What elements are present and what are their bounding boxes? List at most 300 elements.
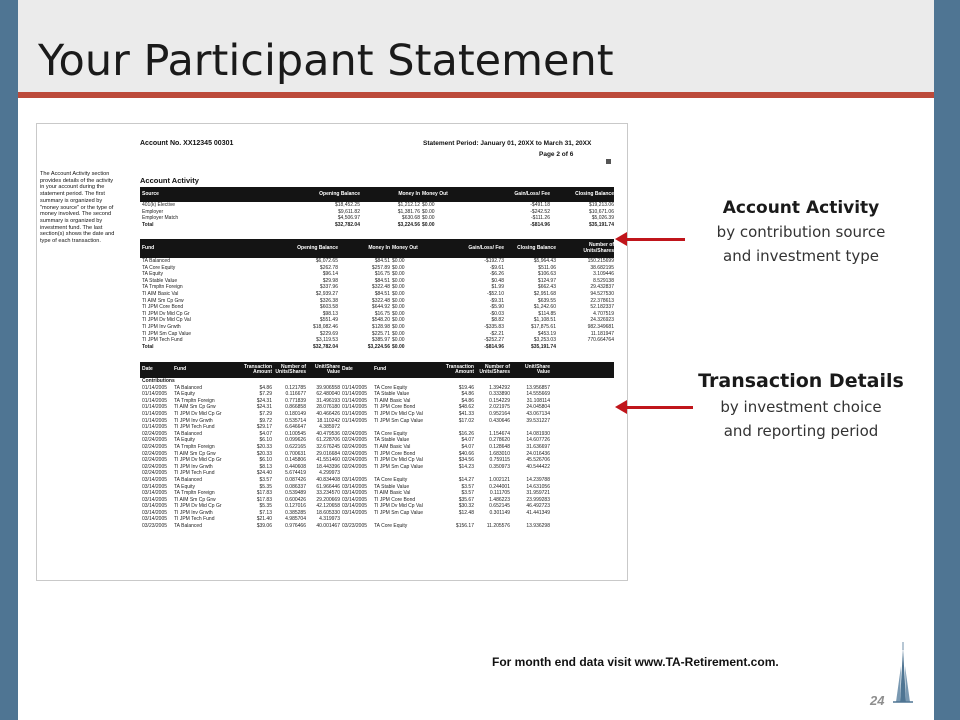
table-cell: $5.35	[259, 503, 272, 510]
table-cell: TA Equity	[174, 437, 196, 444]
column-header: Money Out	[392, 244, 418, 251]
table-cell: TI JPM Dv Mid Cp Gr	[174, 503, 222, 510]
source-table-header	[140, 187, 614, 202]
table-row	[140, 457, 614, 464]
table-cell: $0.00	[392, 277, 405, 284]
table-cell: 39.906558	[316, 384, 340, 391]
table-cell: 0.535714	[285, 417, 306, 424]
table-cell: 03/14/2005	[142, 483, 168, 490]
table-cell: TI JPM Tech Fund	[174, 470, 215, 477]
table-cell: $0.00	[392, 317, 405, 324]
table-cell: 1.486223	[489, 496, 510, 503]
table-cell: $4.07	[461, 437, 474, 444]
callout-transaction-details	[683, 367, 919, 443]
table-cell: -$814.96	[530, 221, 550, 228]
table-row	[140, 271, 614, 278]
table-row	[140, 265, 614, 272]
table-cell: 0.952164	[489, 410, 510, 417]
table-cell: 0.350973	[489, 463, 510, 470]
table-cell: 0.145806	[285, 457, 306, 464]
table-row	[140, 304, 614, 311]
table-cell	[556, 344, 614, 351]
column-header: Source	[142, 190, 159, 197]
table-cell: -$814.96	[484, 343, 504, 350]
table-row	[140, 331, 614, 338]
table-cell: 0.086337	[285, 483, 306, 490]
table-cell: 03/23/2005	[142, 523, 168, 530]
table-cell: $17,875.61	[530, 323, 556, 330]
table-cell: 770.664764	[587, 337, 614, 344]
table-cell: TI JPM Core Bond	[374, 496, 416, 503]
table-cell: 24.016436	[526, 450, 550, 457]
table-cell: 0.976466	[285, 523, 306, 530]
table-cell: $35.67	[458, 496, 474, 503]
table-cell: Total	[142, 343, 154, 350]
table-cell	[474, 516, 510, 523]
table-cell: 02/24/2005	[142, 430, 168, 437]
table-cell: $0.00	[392, 323, 405, 330]
table-cell: $603.58	[319, 304, 338, 311]
arrow-line	[625, 406, 693, 409]
table-cell: 42.120658	[316, 503, 340, 510]
statement-page: Page 2 of 6	[539, 151, 574, 158]
table-cell: 01/14/2005	[142, 397, 168, 404]
table-cell: $17.83	[256, 490, 272, 497]
table-cell	[340, 516, 372, 523]
table-cell: $229.69	[319, 330, 338, 337]
table-cell: 0.440608	[285, 463, 306, 470]
table-cell: $0.00	[392, 284, 405, 291]
table-row	[140, 215, 614, 222]
table-cell: 0.116677	[285, 391, 306, 398]
table-cell: $124.97	[537, 277, 556, 284]
table-row	[140, 222, 614, 229]
callout-line: by contribution source	[716, 223, 886, 241]
table-row	[140, 324, 614, 331]
table-cell: TA Tmpltn Foreign	[174, 397, 215, 404]
table-cell: $41.33	[458, 410, 474, 417]
table-row	[140, 418, 614, 425]
table-cell: TI JPM Inv Grwth	[174, 509, 213, 516]
table-subheading: Contributions	[142, 378, 175, 384]
table-cell: $0.00	[392, 258, 405, 264]
table-row	[140, 391, 614, 398]
table-cell: Employer	[142, 208, 164, 215]
table-cell: $4.07	[461, 443, 474, 450]
table-cell: 0.700631	[285, 450, 306, 457]
table-cell: $35,191.74	[588, 221, 614, 228]
table-cell: TI JPM Core Bond	[142, 304, 184, 311]
table-cell: $225.71	[371, 330, 390, 337]
table-cell: $32,782.04	[312, 343, 338, 350]
table-row	[140, 337, 614, 344]
intro-text: The Account Activity section provides details of the activity in your account during the statement period. The first summary is organized by "money source" or the type of money involved. The second summary is organized by investment fund. The last section(s) shows the date and type of each transaction.	[40, 171, 115, 245]
table-cell: 01/14/2005	[342, 384, 368, 391]
table-row	[140, 503, 614, 510]
column-header: Number of Units/Shares	[275, 363, 306, 375]
table-cell: $4.07	[259, 430, 272, 437]
table-row	[140, 317, 614, 324]
table-cell: TA Equity	[142, 271, 164, 278]
table-cell: TI JPM Sm Cap Value	[374, 463, 424, 470]
fund-table-body	[140, 258, 614, 350]
table-cell: 0.100545	[285, 430, 306, 437]
table-cell: 02/24/2005	[142, 443, 168, 450]
table-cell: 46.492723	[526, 503, 550, 510]
table-cell: 2.021975	[489, 404, 510, 411]
table-cell: 02/24/2005	[342, 443, 368, 450]
table-cell: 13.956857	[526, 384, 550, 391]
table-cell: $24.31	[256, 397, 272, 404]
table-cell: TI JPM Dv Mid Cp Val	[374, 503, 423, 510]
table-cell: $24.31	[256, 404, 272, 411]
table-cell: 0.121785	[285, 384, 306, 391]
table-cell: 23.999283	[526, 496, 550, 503]
table-cell: 8.529138	[593, 277, 614, 284]
table-cell: TI JPM Dv Mid Cp Gr	[174, 410, 222, 417]
table-cell: 32.676245	[316, 443, 340, 450]
table-cell: 02/24/2005	[342, 463, 368, 470]
table-cell: 03/14/2005	[342, 503, 368, 510]
table-cell: 11.181947	[590, 330, 614, 337]
table-cell: 0.430646	[489, 417, 510, 424]
table-cell: -$5.90	[489, 304, 504, 311]
table-cell: $3,224.56	[397, 221, 420, 228]
column-header: Number of Units/Shares	[583, 242, 614, 254]
table-cell: -$335.83	[484, 323, 504, 330]
table-cell: $7.29	[259, 391, 272, 398]
table-cell: TA Tmpltn Foreign	[174, 443, 215, 450]
table-cell: 40.466426	[316, 410, 340, 417]
table-cell: 6.646647	[285, 424, 306, 431]
table-row	[140, 470, 614, 477]
table-cell: $32,782.04	[334, 221, 360, 228]
table-cell: 02/24/2005	[342, 457, 368, 464]
page-number: 24	[870, 693, 885, 708]
table-cell: TI AIM Basic Val	[374, 443, 411, 450]
table-cell: $551.49	[319, 317, 338, 324]
column-header: Money In	[368, 244, 390, 251]
table-cell	[372, 470, 442, 477]
table-cell: -$6.26	[489, 271, 504, 278]
table-cell: $34.56	[458, 457, 474, 464]
table-cell: TI JPM Dv Mid Cp Val	[374, 457, 423, 464]
table-cell: $0.00	[422, 208, 435, 215]
fund-table-header	[140, 239, 614, 258]
table-cell: $548.20	[371, 317, 390, 324]
table-cell: $30.32	[458, 503, 474, 510]
table-cell: $2,939.27	[315, 290, 338, 297]
table-cell: 18.605330	[316, 509, 340, 516]
table-cell: TA Balanced	[174, 430, 202, 437]
table-cell: $96.14	[322, 271, 338, 278]
table-cell: 4.299973	[319, 470, 340, 477]
table-cell: TI JPM Inv Grwth	[142, 323, 181, 330]
table-cell: 24.326923	[590, 317, 614, 324]
table-cell: $14.27	[458, 476, 474, 483]
table-cell: $9,611.82	[338, 208, 360, 215]
table-cell: $6.10	[259, 457, 272, 464]
table-cell: $0.00	[392, 297, 405, 304]
table-row	[140, 404, 614, 411]
table-cell: -$491.18	[530, 202, 550, 208]
table-cell: $0.00	[392, 264, 405, 271]
table-cell: TI JPM Tech Fund	[142, 337, 183, 344]
table-cell: $7.29	[259, 410, 272, 417]
callout-line: by investment choice	[720, 398, 882, 416]
table-cell: $0.00	[392, 343, 405, 350]
table-cell: $453.19	[537, 330, 556, 337]
table-cell: 45.526706	[526, 457, 550, 464]
table-cell: 03/14/2005	[342, 490, 368, 497]
table-cell: 43.067134	[526, 410, 550, 417]
table-cell: 31.108114	[526, 397, 550, 404]
column-header: Transaction Amount	[244, 363, 273, 375]
table-cell: 18.110242	[316, 417, 340, 424]
table-cell: $114.85	[538, 310, 556, 317]
table-cell: 150.215699	[587, 258, 614, 264]
account-number: Account No. XX12345 00301	[140, 140, 234, 147]
table-cell: $48.62	[458, 404, 474, 411]
table-cell: 0.244001	[489, 483, 510, 490]
table-cell: $128.98	[371, 323, 390, 330]
table-cell: 4.985704	[285, 516, 306, 523]
table-cell: 39.531227	[526, 417, 550, 424]
table-cell: 29.432837	[590, 284, 614, 291]
table-cell: TA Core Equity	[374, 523, 408, 530]
table-cell: $3.57	[461, 490, 474, 497]
table-row	[140, 258, 614, 265]
table-cell: 1.002121	[489, 476, 510, 483]
column-header: Closing Balance	[575, 190, 614, 197]
table-cell: $17.83	[256, 496, 272, 503]
table-cell: 0.539489	[285, 490, 306, 497]
table-cell: TA Balanced	[174, 523, 202, 530]
table-cell: $1,242.60	[533, 304, 556, 311]
table-cell: $3,119.53	[316, 337, 338, 344]
table-cell: TI AIM Basic Val	[374, 397, 411, 404]
table-cell: 0.180149	[285, 410, 306, 417]
table-cell: 0.087426	[285, 476, 306, 483]
section-title: Account Activity	[140, 176, 199, 185]
table-cell: 4.707519	[593, 310, 614, 317]
table-cell: TI JPM Core Bond	[374, 450, 416, 457]
table-cell: 18.443396	[316, 463, 340, 470]
table-cell: TI JPM Dv Mid Cp Gr	[142, 310, 190, 317]
table-cell: 01/14/2005	[342, 404, 368, 411]
table-cell: 0.333890	[489, 391, 510, 398]
table-cell: 61.228706	[316, 437, 340, 444]
table-cell: 03/14/2005	[342, 483, 368, 490]
table-cell: TI JPM Dv Mid Cp Val	[374, 410, 423, 417]
table-cell: $19,213.06	[588, 202, 614, 208]
table-cell: $3,253.03	[533, 337, 556, 344]
table-cell: $6.10	[259, 437, 272, 444]
table-cell: $0.00	[392, 310, 405, 317]
table-row	[140, 291, 614, 298]
transaction-table	[140, 362, 614, 530]
table-cell: TA Core Equity	[374, 476, 408, 483]
table-row	[140, 444, 614, 451]
table-cell: 28.076180	[316, 404, 340, 411]
table-cell: 94.527530	[590, 290, 614, 297]
table-row	[140, 424, 614, 431]
table-cell: $29.17	[256, 424, 272, 431]
column-header: Money In	[398, 190, 420, 197]
table-cell: TA Balanced	[174, 384, 202, 391]
table-cell: -$2.21	[489, 330, 504, 337]
table-cell: $0.00	[392, 330, 405, 337]
table-row	[140, 497, 614, 504]
source-table-body	[140, 202, 614, 228]
table-cell: 01/14/2005	[142, 384, 168, 391]
table-cell: 0.652145	[489, 503, 510, 510]
table-cell: 4.319973	[319, 516, 340, 523]
fund-table	[140, 239, 614, 350]
table-row	[140, 516, 614, 523]
table-cell: $5,964.43	[533, 258, 556, 264]
table-cell	[474, 470, 510, 477]
table-cell: -$0.03	[489, 310, 504, 317]
table-cell: $18,452.25	[334, 202, 360, 208]
table-cell	[474, 424, 510, 431]
table-row	[140, 451, 614, 458]
table-cell: $2,951.68	[533, 290, 556, 297]
table-cell: 02/24/2005	[142, 457, 168, 464]
table-cell	[372, 516, 442, 523]
table-cell: TA Stable Value	[374, 391, 410, 398]
table-cell: 03/14/2005	[342, 509, 368, 516]
table-cell: 0.759115	[489, 457, 510, 464]
table-cell: $1,212.12	[397, 202, 420, 208]
table-row	[140, 398, 614, 405]
table-row	[140, 477, 614, 484]
callout-line: and reporting period	[723, 422, 879, 440]
table-cell: 03/14/2005	[142, 509, 168, 516]
table-row	[140, 431, 614, 438]
slide	[18, 0, 934, 720]
table-cell: 3.109446	[593, 271, 614, 278]
table-cell: 03/14/2005	[142, 496, 168, 503]
column-header: Unit/Share Value	[524, 363, 550, 375]
slide-title: Your Participant Statement	[38, 36, 614, 86]
table-cell: 01/14/2005	[142, 404, 168, 411]
table-cell: 24.045804	[526, 404, 550, 411]
table-cell: 0.301149	[489, 509, 510, 516]
table-cell: $8.13	[259, 463, 272, 470]
table-cell: $16.75	[374, 310, 390, 317]
table-cell: TA Tmpltn Foreign	[142, 284, 183, 291]
table-cell: 0.128648	[489, 443, 510, 450]
table-cell: $12.48	[458, 509, 474, 516]
column-header: Opening Balance	[319, 190, 360, 197]
table-cell: 02/24/2005	[142, 450, 168, 457]
table-cell: $644.92	[371, 304, 390, 311]
table-cell: 03/14/2005	[142, 503, 168, 510]
table-cell: $6,072.65	[315, 258, 338, 264]
table-cell: TI JPM Sm Cap Value	[374, 509, 424, 516]
table-cell: TI AIM Sm Cp Grw	[142, 297, 184, 304]
table-cell: 22.378613	[590, 297, 614, 304]
column-header: Fund	[174, 366, 187, 373]
table-cell: $5.35	[259, 483, 272, 490]
table-cell: 40.479536	[316, 430, 340, 437]
table-cell: $84.51	[374, 258, 390, 264]
column-header: Fund	[374, 366, 387, 373]
table-cell: $19.46	[458, 384, 474, 391]
column-header: Date	[342, 366, 353, 373]
table-cell	[510, 424, 550, 431]
column-header: Date	[142, 366, 153, 373]
table-cell: $3,224.56	[367, 343, 390, 350]
table-cell: Employer Match	[142, 215, 179, 222]
table-cell: 1.154674	[489, 430, 510, 437]
table-cell: 41.551460	[316, 457, 340, 464]
table-cell: 02/24/2005	[142, 437, 168, 444]
table-cell: TI JPM Tech Fund	[174, 516, 215, 523]
table-cell: 02/24/2005	[342, 437, 368, 444]
table-cell: $385.97	[371, 337, 390, 344]
table-cell: $21.40	[256, 516, 272, 523]
table-cell: -$192.73	[484, 258, 504, 264]
statement-sample	[36, 123, 628, 581]
table-cell	[372, 424, 442, 431]
table-row	[140, 202, 614, 209]
table-cell: TI JPM Dv Mid Cp Val	[142, 317, 191, 324]
table-cell: $16.26	[458, 430, 474, 437]
table-cell: $17.02	[458, 417, 474, 424]
transaction-table-body	[140, 378, 614, 530]
table-cell	[510, 470, 550, 477]
column-header: Money Out	[422, 190, 448, 197]
table-row	[140, 209, 614, 216]
table-cell: TA Core Equity	[142, 264, 176, 271]
table-cell: 02/24/2005	[342, 450, 368, 457]
table-cell	[442, 424, 474, 431]
table-cell: 62.480040	[316, 391, 340, 398]
table-cell: $20.33	[256, 450, 272, 457]
table-cell: $4,506.97	[337, 215, 360, 222]
table-cell: 0.622165	[285, 443, 306, 450]
table-cell: 02/24/2005	[342, 430, 368, 437]
table-cell: $106.63	[537, 271, 556, 278]
table-cell: TA Equity	[174, 391, 196, 398]
table-cell: 03/23/2005	[342, 523, 368, 530]
table-cell: 03/14/2005	[142, 476, 168, 483]
table-cell: $1,108.51	[533, 317, 556, 324]
table-cell: 14.555669	[526, 391, 550, 398]
transaction-table-header	[140, 362, 614, 378]
table-cell: 0.154229	[489, 397, 510, 404]
column-header: Closing Balance	[517, 244, 556, 251]
table-cell: -$9.31	[489, 297, 504, 304]
table-cell: 01/14/2005	[142, 424, 168, 431]
table-cell: $337.96	[319, 284, 338, 291]
table-row	[140, 464, 614, 471]
table-cell: 31.959721	[526, 490, 550, 497]
callout-account-activity	[690, 196, 912, 268]
callout-line: and investment type	[723, 247, 879, 265]
table-cell: 0.866858	[285, 404, 306, 411]
table-cell: -$242.52	[530, 208, 550, 215]
table-cell: 33.234570	[316, 490, 340, 497]
statement-period: Statement Period: January 01, 20XX to March 31, 20XX	[423, 140, 592, 147]
table-cell: 01/14/2005	[142, 417, 168, 424]
table-cell: 0.600426	[285, 496, 306, 503]
table-cell: $10,671.06	[588, 208, 614, 215]
table-row	[140, 411, 614, 418]
table-cell: 01/14/2005	[342, 397, 368, 404]
